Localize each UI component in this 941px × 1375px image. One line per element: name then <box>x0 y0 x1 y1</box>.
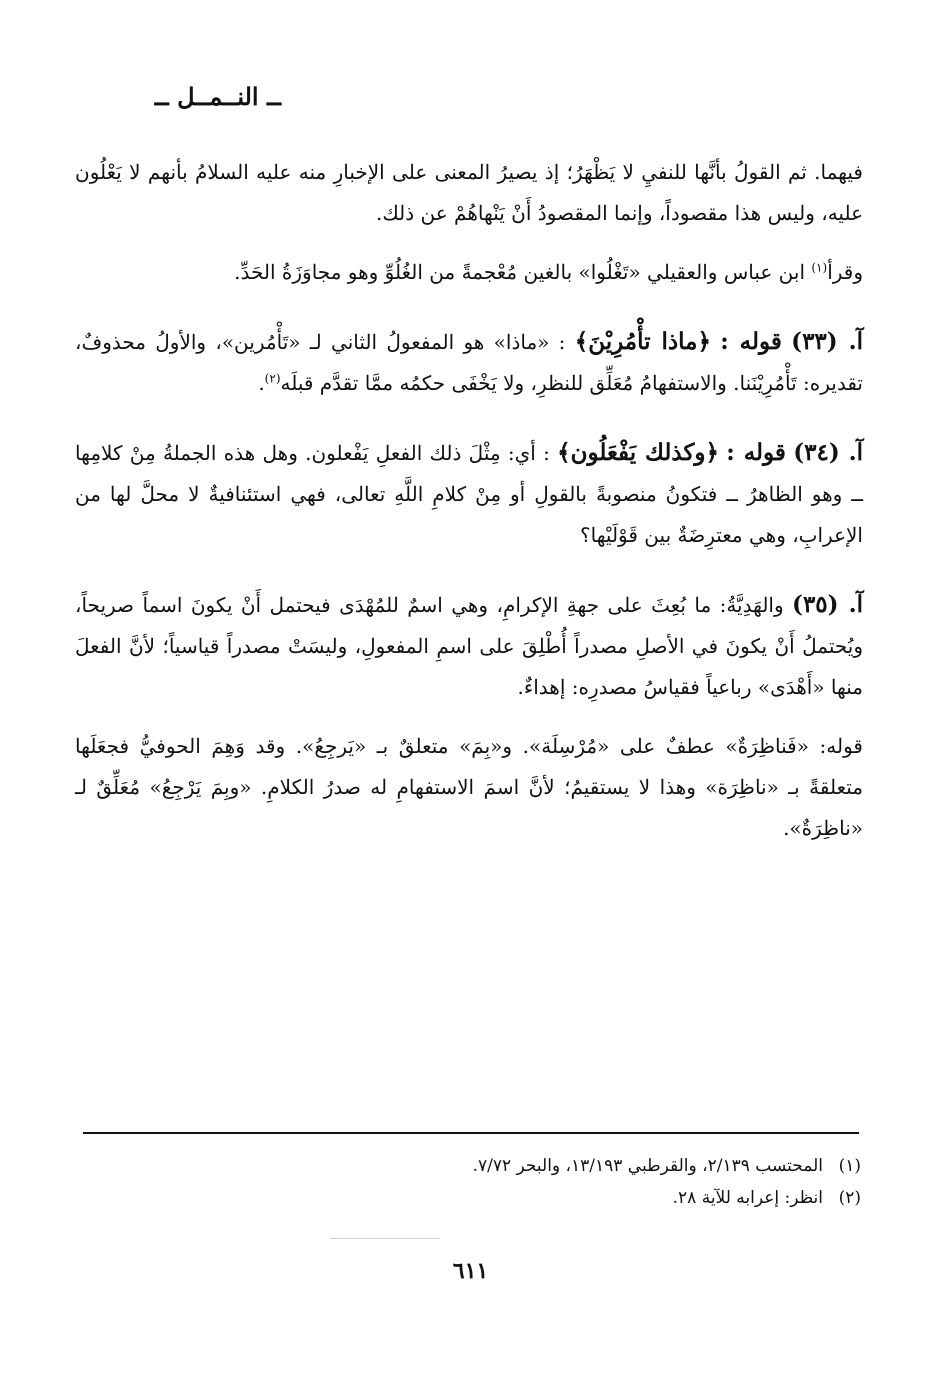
footnote-text: انظر: إعرابه للآية ٢٨. <box>672 1188 823 1208</box>
verse-number-34: آ. (٣٤) <box>793 439 864 466</box>
footnote-number: (١) <box>838 1156 861 1176</box>
paragraph-naziratun: قوله: «فَناظِرَةٌ» عطفٌ على «مُرْسِلَة». و«بِمَ» متعلقٌ بـ «يَرجِعُ». وقد وَهِمَ الحوفيُّ فجعَلَها متعلقةً بـ «ناظِرَة» وهذا لا يستقيمُ؛ لأنَّ اسمَ الاستفهامِ له صدرُ الكلامِ. «وبِمَ يَرْجِعُ» مُعَلِّقٌ لـ «ناظِرَةٌ». <box>75 734 863 840</box>
verse-body-33-end: . <box>258 371 265 395</box>
footnote-text: المحتسب ٢/١٣٩، والقرطبي ١٣/١٩٣، والبحر ٧/٧٢. <box>472 1156 823 1176</box>
verse-body-35: والهَدِيَّةُ: ما بُعِثَ على جهةِ الإكرامِ، وهي اسمٌ للمُهْدَى فيحتمل أَنْ يكونَ اسماً صريحاً، ويُحتملُ أَنْ يكونَ في الأصلِ مصدراً أُطْلِقَ على اسمِ المفعولِ، وليسَتْ مصدراً قياسياً؛ لأنَّ الفعلَ منها «أَهْدَى» رباعياً فقياسُ مصدرِه: إهداءٌ. <box>75 593 863 699</box>
entry-verse-35 <box>75 584 863 708</box>
footnote-number: (٢) <box>838 1188 861 1208</box>
paragraph-continuation: فيهما. ثم القولُ بأنَّها للنفيِ لا يَظْهَرُ؛ إذ يصيرُ المعنى على الإخبارِ منه عليه السلامُ بأنهم لا يَعْلُون عليه، وليس هذا مقصوداً، وإنما المقصودُ أَنْ يَنْهاهُمْ عن ذلك. <box>75 160 863 225</box>
paragraph-qiraa-rest: ابن عباس والعقيلي «تَغْلُوا» بالغين مُعْجمةً من الغُلُوِّ وهو مجاوَزَةُ الحَدِّ. <box>234 260 812 284</box>
spacer <box>75 708 863 726</box>
paragraph-qiraa <box>75 252 863 293</box>
spacer <box>75 556 863 584</box>
spacer <box>75 293 863 321</box>
main-text <box>75 152 863 849</box>
spacer <box>75 234 863 252</box>
footnotes <box>75 1150 861 1214</box>
verse-label-34: قوله : <box>726 439 786 466</box>
footnote-ref-2: (٢) <box>264 371 281 386</box>
scan-artifact-line <box>330 1238 440 1239</box>
verse-body-33: : «ماذا» هو المفعولُ الثاني لـ «تَأْمُرين»، والأولُ محذوفٌ، تقديره: تَأْمُرِيْنَنا. والاستفهامُ مُعَلِّق للنظرِ، ولا يَخْفَى حكمُه ممَّا تقدَّم قبلَه <box>75 330 863 395</box>
entry-verse-34 <box>75 432 863 556</box>
verse-quote-34: ﴿وكذلك يَفْعَلُون﴾ <box>557 439 720 466</box>
spacer <box>75 404 863 432</box>
page-header <box>0 82 941 122</box>
page-number: ٦١١ <box>452 1258 489 1284</box>
verse-body-34: : أي: مِثْلَ ذلك الفعلِ يَفْعلون. وهل هذه الجملةُ مِنْ كلامِها ــ وهو الظاهرُ ــ فتكونُ منصوبةً بالقولِ أو مِنْ كلامِ اللَّهِ تعالى، فهي استئنافيةٌ لا محلَّ لها من الإعرابِ، وهي معترِضَةٌ بين قَوْلَيْها؟ <box>75 441 864 547</box>
verse-label-33: قوله : <box>720 328 782 355</box>
verse-number-35: آ. (٣٥) <box>792 591 863 618</box>
footnote-1 <box>75 1150 861 1182</box>
entry-verse-33 <box>75 321 863 404</box>
footnote-divider <box>83 1132 859 1134</box>
paragraph-qiraa-start: وقرأ <box>827 260 863 284</box>
verse-number-33: آ. (٣٣) <box>791 328 864 355</box>
footnote-2 <box>75 1182 861 1214</box>
footnote-ref-1: (١) <box>811 260 828 275</box>
running-title: ــ النــمــل ــ <box>154 82 281 111</box>
verse-quote-33: ﴿ماذا تأْمُرِيْنَ﴾ <box>574 328 711 355</box>
